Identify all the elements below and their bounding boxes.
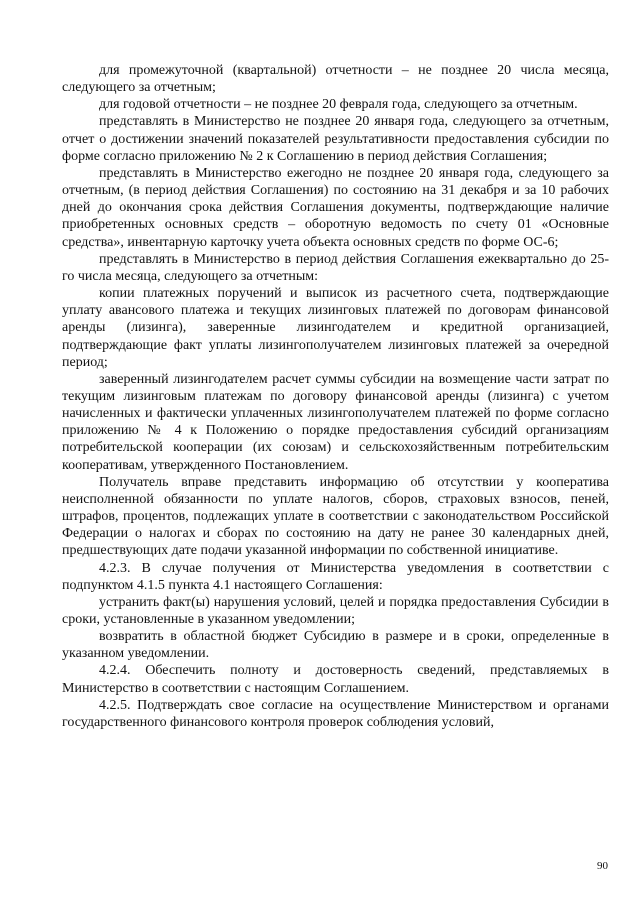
paragraph-4-2-4: 4.2.4. Обеспечить полноту и достоверность сведений, представляемых в Министерство в соответствии с настоящим Соглашением. (62, 663, 609, 696)
paragraph-return-subsidy: возвратить в областной бюджет Субсидию в размере и в сроки, определенные в указанном уведомлении. (62, 629, 609, 662)
paragraph-quarterly-submission: представлять в Министерство в период действия Соглашения ежеквартально до 25-го числа месяца, следующего за отчетным: (62, 251, 609, 284)
paragraph-4-2-5: 4.2.5. Подтверждать свое согласие на осуществление Министерством и органами государственного финансового контроля проверок соблюдения условий, (62, 697, 609, 730)
paragraph-fixed-assets-documents: представлять в Министерство ежегодно не позднее 20 января года, следующего за отчетным, (в период действия Соглашения) по состоянию на 31 декабря и за 10 рабочих дней до окончания срока действия Соглашения документы, подтверждающие наличие приобретенных основных средств – оборотную ведомость по счету 01 «Основные средства», инвентарную карточку учета объекта основных средств по форме ОС-6; (62, 165, 609, 250)
page-number: 90 (597, 860, 608, 872)
paragraph-eliminate-violations: устранить факт(ы) нарушения условий, целей и порядка предоставления Субсидии в сроки, установленные в указанном уведомлении; (62, 594, 609, 627)
paragraph-tax-information: Получатель вправе представить информацию об отсутствии у кооператива неисполненной обязанности по уплате налогов, сборов, страховых взносов, пеней, штрафов, процентов, подлежащих уплате в соответствии с законодательством Российской Федерации о налогах и сборах по состоянию на дату не ранее 30 календарных дней, предшествующих дате подачи указанной информации по собственной инициативе. (62, 474, 609, 559)
document-body (62, 62, 609, 731)
paragraph-payment-copies: копии платежных поручений и выписок из расчетного счета, подтверждающие уплату авансового платежа и текущих лизинговых платежей по договорам финансовой аренды (лизинга), заверенные лизингодателем и кредитной организацией, подтверждающие факт уплаты лизингополучателем лизинговых платежей за очередной период; (62, 286, 609, 370)
paragraph-performance-report: представлять в Министерство не позднее 20 января года, следующего за отчетным, отчет о достижении значений показателей результативности предоставления субсидии по форме согласно приложению № 2 к Соглашению в период действия Соглашения; (62, 114, 609, 164)
paragraph-quarterly-reporting: для промежуточной (квартальной) отчетности – не позднее 20 числа месяца, следующего за отчетным; (62, 63, 609, 96)
paragraph-annual-reporting: для годовой отчетности – не позднее 20 февраля года, следующего за отчетным. (99, 97, 578, 113)
paragraph-4-2-3: 4.2.3. В случае получения от Министерства уведомления в соответствии с подпунктом 4.1.5 пункта 4.1 настоящего Соглашения: (62, 560, 609, 593)
paragraph-subsidy-calculation: заверенный лизингодателем расчет суммы субсидии на возмещение части затрат по текущим лизинговым платежам по договору финансовой аренды (лизинга) с учетом начисленных и фактически уплаченных лизингополучателем платежей по форме согласно приложению № 4 к Положению о порядке предоставления субсидий организациям потребительской кооперации (их союзам) и сельскохозяйственным потребительским кооперативам, утвержденного Постановлением. (62, 371, 609, 473)
